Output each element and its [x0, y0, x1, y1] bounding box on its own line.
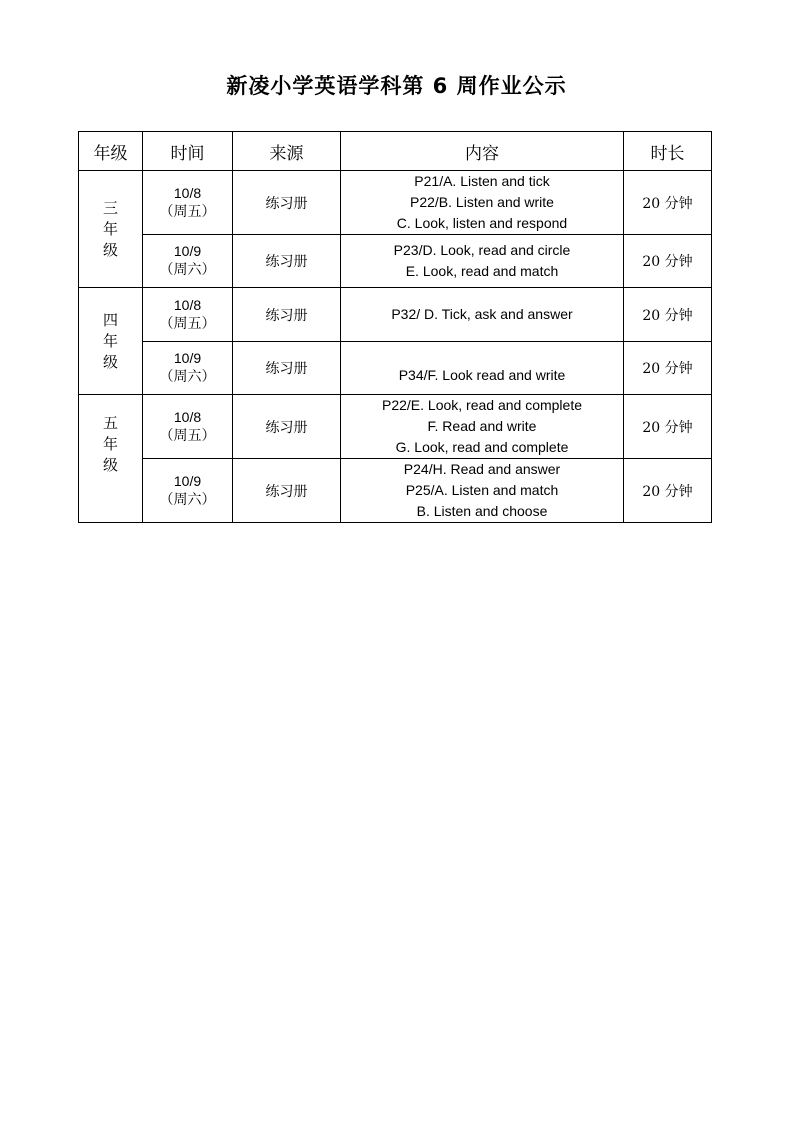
content-cell — [341, 235, 624, 288]
content-line: P24/H. Read and answer — [403, 461, 561, 477]
content-line: B. Listen and choose — [416, 503, 548, 519]
table-row — [79, 235, 712, 288]
weekday-text: （周五） — [159, 203, 216, 220]
table-header-row — [79, 132, 712, 171]
weekday-text: （周六） — [159, 369, 216, 385]
header-time: 时间 — [143, 132, 233, 171]
table-row — [79, 395, 712, 459]
duration-cell: 20 分钟 — [624, 171, 712, 235]
page-title: 新凌小学英语学科第 6 周作业公示 — [226, 74, 567, 98]
duration-cell: 20 分钟 — [624, 342, 712, 395]
date-text: 10/8 — [173, 408, 202, 425]
homework-table — [78, 131, 712, 523]
header-grade: 年级 — [79, 132, 143, 171]
source-cell: 练习册 — [233, 288, 341, 342]
date-cell — [143, 288, 233, 342]
date-text: 10/9 — [173, 472, 202, 489]
weekday-text: （周六） — [159, 491, 216, 508]
content-line: F. Read and write — [427, 418, 537, 434]
content-cell — [341, 171, 624, 235]
duration-cell: 20 分钟 — [624, 235, 712, 288]
grade-char: 级 — [102, 456, 118, 474]
content-line: P22/E. Look, read and complete — [381, 397, 583, 413]
date-cell — [143, 459, 233, 523]
content-line: P34/F. Look read and write — [398, 367, 566, 383]
grade-char: 年 — [102, 331, 118, 350]
duration-cell: 20 分钟 — [624, 459, 712, 523]
content-line: P23/D. Look, read and circle — [393, 242, 571, 258]
grade-char: 三 — [102, 198, 118, 217]
content-cell — [341, 342, 624, 395]
date-text: 10/8 — [173, 184, 202, 201]
content-line: P32/ D. Tick, ask and answer — [391, 306, 573, 322]
grade-char: 年 — [102, 219, 118, 238]
header-content: 内容 — [341, 132, 624, 171]
date-cell — [143, 395, 233, 459]
content-cell — [341, 395, 624, 459]
source-cell: 练习册 — [233, 342, 341, 395]
grade-char: 级 — [102, 352, 118, 371]
content-line: C. Look, listen and respond — [396, 215, 568, 231]
date-text: 10/8 — [173, 296, 202, 313]
grade-cell — [79, 288, 143, 395]
date-cell — [143, 342, 233, 395]
content-line: E. Look, read and match — [405, 263, 559, 279]
grade-cell — [79, 171, 143, 288]
grade-char: 级 — [102, 240, 118, 259]
table-row — [79, 171, 712, 235]
grade-char: 四 — [102, 310, 118, 329]
grade-char: 五 — [102, 414, 118, 432]
weekday-text: （周五） — [159, 427, 216, 444]
content-line: P25/A. Listen and match — [405, 482, 559, 498]
table-row — [79, 459, 712, 523]
table-row — [79, 342, 712, 395]
duration-cell: 20 分钟 — [624, 288, 712, 342]
content-line: G. Look, read and complete — [395, 439, 569, 455]
content-line: P22/B. Listen and write — [410, 194, 554, 210]
table-row — [79, 288, 712, 342]
source-cell: 练习册 — [233, 235, 341, 288]
date-cell — [143, 235, 233, 288]
duration-cell: 20 分钟 — [624, 395, 712, 459]
date-cell — [143, 171, 233, 235]
date-text: 10/9 — [173, 350, 202, 366]
weekday-text: （周五） — [159, 315, 216, 332]
source-cell: 练习册 — [233, 395, 341, 459]
source-cell: 练习册 — [233, 459, 341, 523]
grade-char: 年 — [102, 435, 118, 453]
source-cell: 练习册 — [233, 171, 341, 235]
header-source: 来源 — [233, 132, 341, 171]
date-text: 10/9 — [173, 243, 202, 259]
content-line: P21/A. Listen and tick — [414, 173, 550, 189]
content-cell — [341, 459, 624, 523]
header-duration: 时长 — [624, 132, 712, 171]
weekday-text: （周六） — [159, 262, 216, 278]
content-cell — [341, 288, 624, 342]
grade-cell — [79, 395, 143, 523]
